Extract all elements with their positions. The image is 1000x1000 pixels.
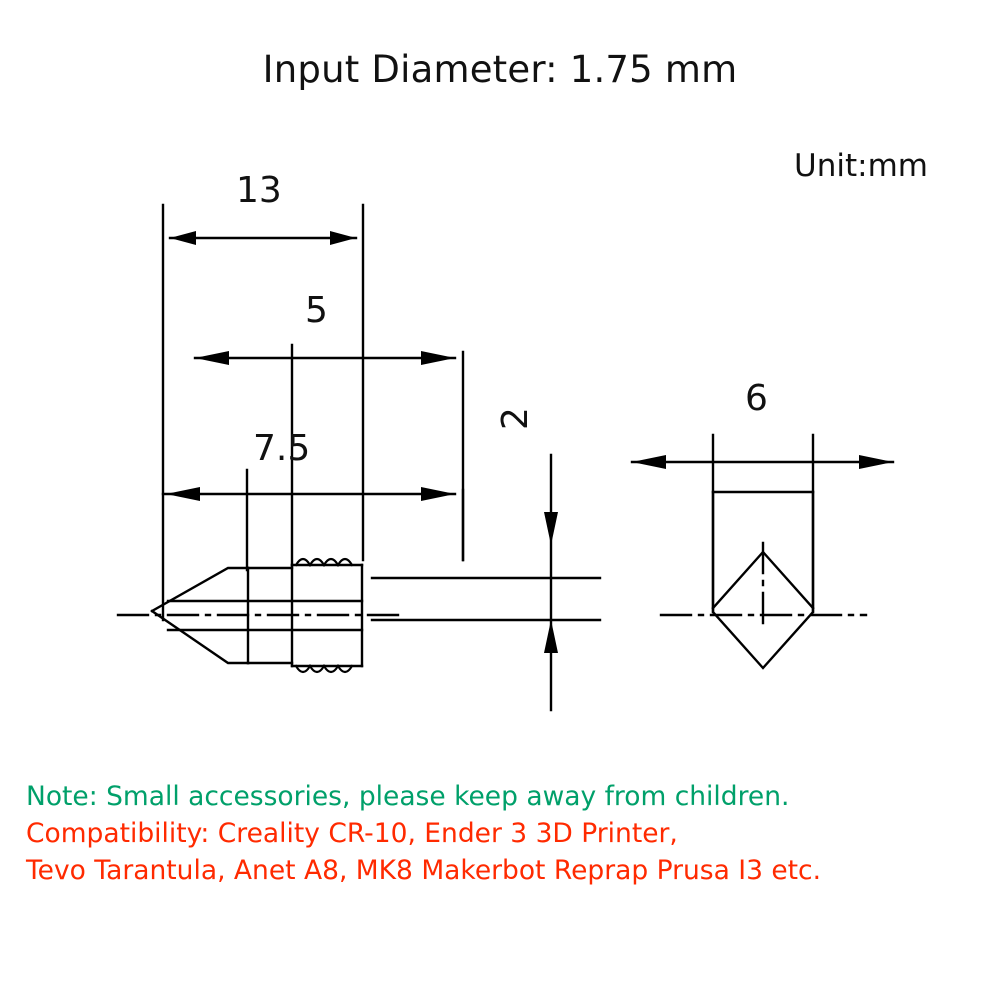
arrow-5-left [195, 351, 229, 365]
arrow-13-right [330, 231, 356, 245]
dimension-label-5: 5 [305, 290, 328, 331]
dimension-label-6: 6 [745, 378, 768, 419]
arrow-6-left [632, 455, 666, 469]
arrow-5-right [421, 351, 455, 365]
hex-chamfer [713, 552, 813, 608]
thread-profile-bottom [296, 666, 352, 672]
note-compatibility-line1: Compatibility: Creality CR-10, Ender 3 3D Printer, [26, 818, 678, 849]
arrow-6-right [859, 455, 893, 469]
dimension-label-75: 7.5 [253, 428, 311, 469]
arrow-2-top [544, 512, 558, 545]
dimension-label-2: 2 [495, 407, 536, 430]
note-compatibility-line2: Tevo Tarantula, Anet A8, MK8 Makerbot Reprap Prusa I3 etc. [26, 855, 822, 886]
arrow-13-left [170, 231, 196, 245]
thread-profile-top [296, 559, 352, 565]
nozzle-cone-lower [152, 611, 248, 663]
arrow-75-left [166, 487, 200, 501]
nozzle-cone-upper [152, 568, 248, 611]
note-safety: Note: Small accessories, please keep away from children. [26, 781, 790, 812]
arrow-75-right [421, 487, 455, 501]
hex-outline [713, 492, 813, 668]
notes-block [26, 778, 986, 889]
dimension-label-13: 13 [236, 170, 282, 211]
arrow-2-bottom [544, 620, 558, 653]
unit-label: Unit:mm [794, 148, 928, 184]
page-title: Input Diameter: 1.75 mm [262, 48, 738, 91]
